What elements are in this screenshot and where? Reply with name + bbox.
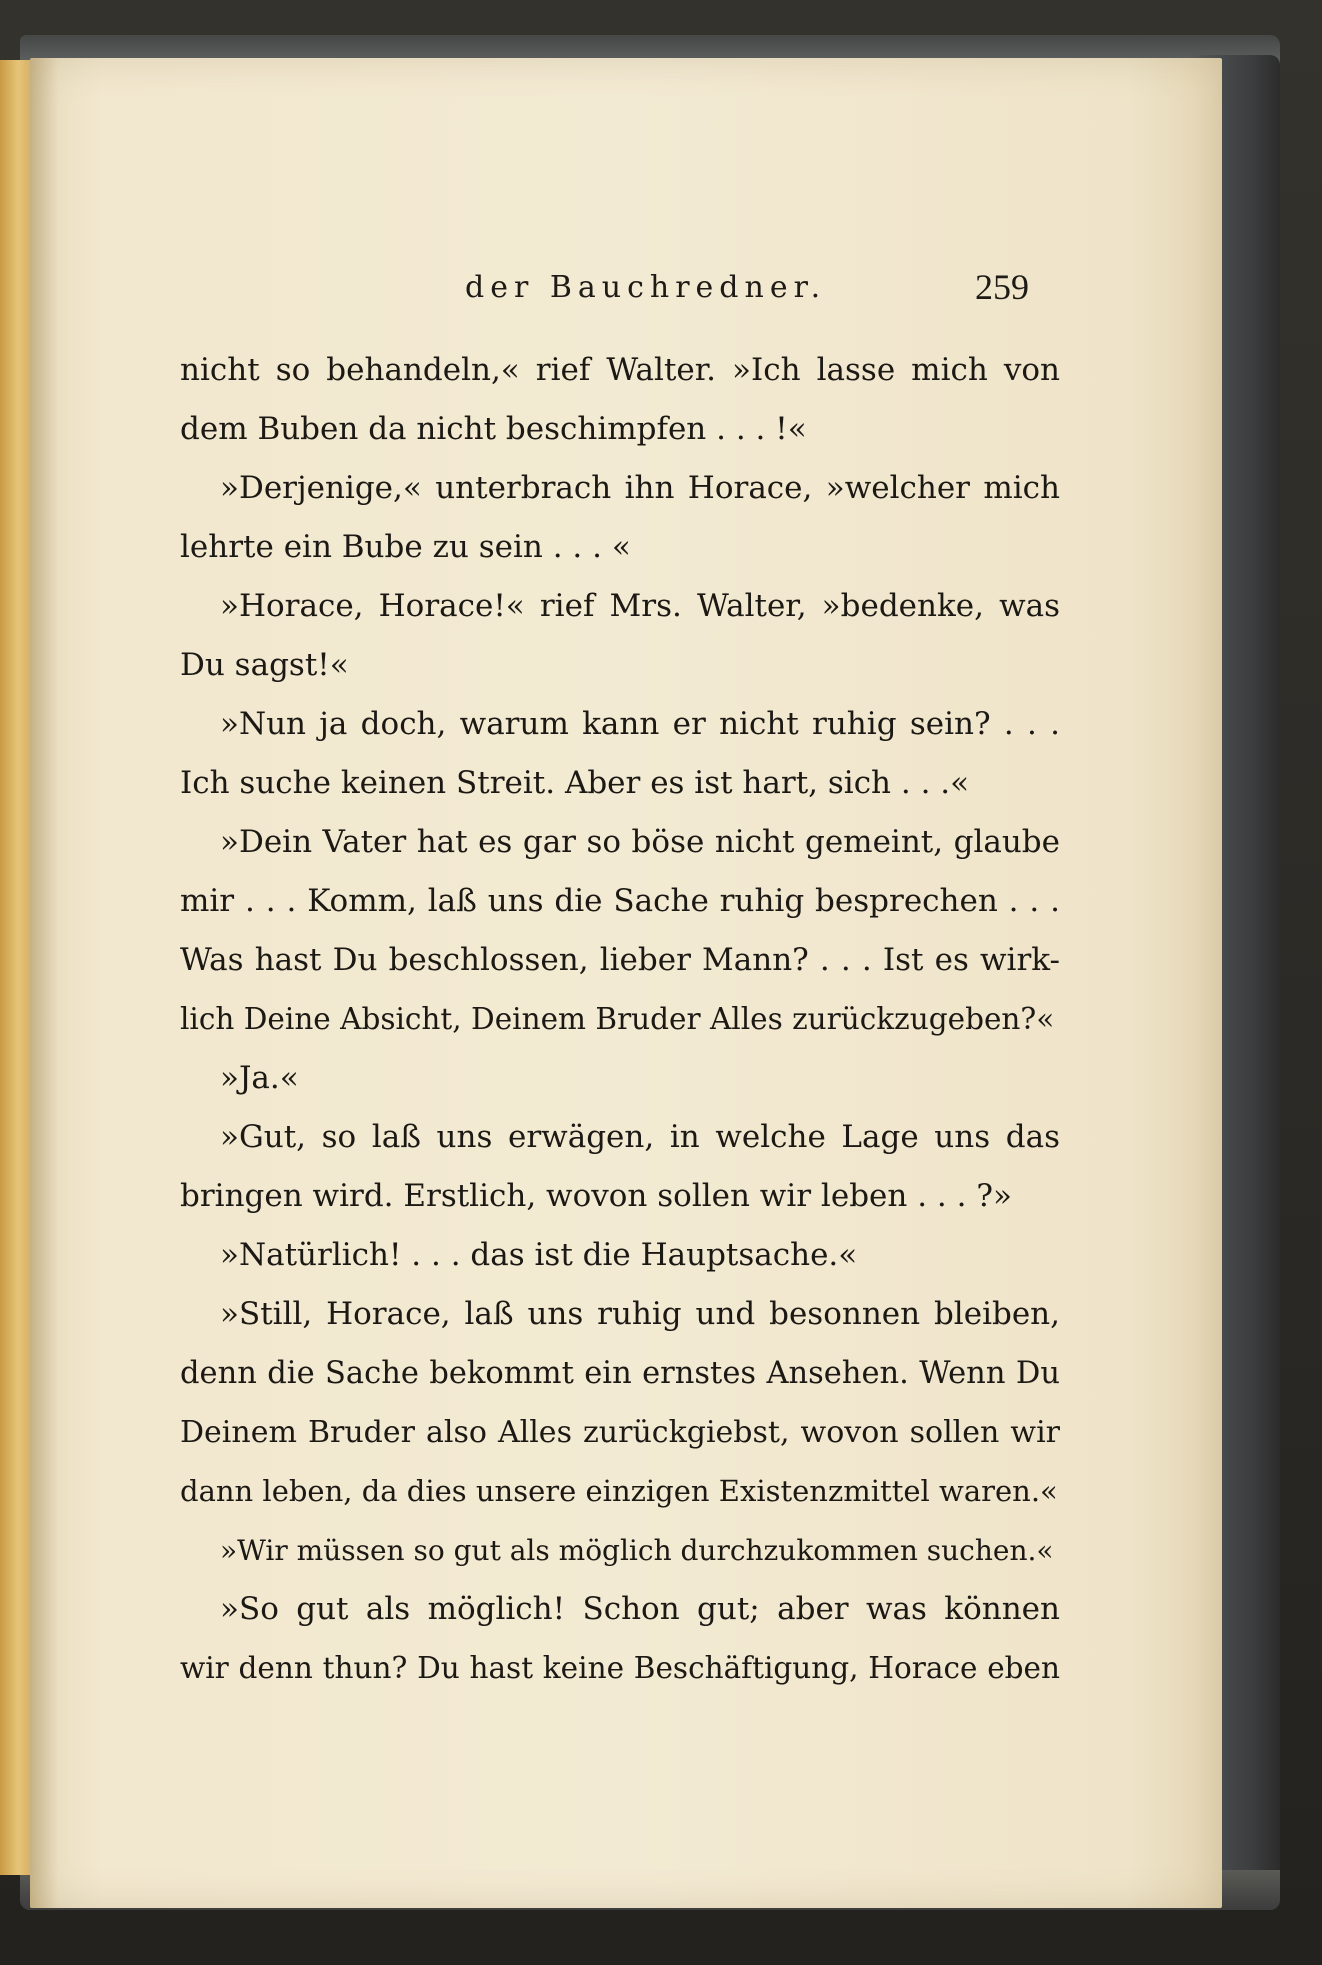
text-line: Ich suche keinen Streit. Aber es ist hart, sich . . .« bbox=[180, 765, 970, 801]
text-line: »Still, Horace, laß uns ruhig und besonnen bleiben, bbox=[220, 1296, 1060, 1332]
running-head: der Bauchredner. bbox=[465, 270, 827, 305]
text-line: »Horace, Horace!« rief Mrs. Walter, »bedenke, was bbox=[220, 588, 1060, 624]
left-page-edge bbox=[0, 60, 32, 1875]
text-line: »So gut als möglich! Schon gut; aber was können bbox=[220, 1591, 1060, 1627]
text-line: lich Deine Absicht, Deinem Bruder Alles zurückzugeben?« bbox=[180, 1002, 1055, 1036]
text-line: mir . . . Komm, laß uns die Sache ruhig besprechen . . . bbox=[180, 883, 1060, 919]
text-line: denn die Sache bekommt ein ernstes Ansehen. Wenn Du bbox=[180, 1356, 1060, 1391]
text-line: Was hast Du beschlossen, lieber Mann? . . . Ist es wirk- bbox=[180, 942, 1060, 978]
text-line: »Dein Vater hat es gar so böse nicht gemeint, glaube bbox=[220, 824, 1060, 860]
text-line: Du sagst!« bbox=[180, 647, 349, 683]
text-line: dann leben, da dies unsere einzigen Existenzmittel waren.« bbox=[180, 1474, 1058, 1508]
text-line: »Nun ja doch, warum kann er nicht ruhig sein? . . . bbox=[220, 706, 1060, 742]
text-line: lehrte ein Bube zu sein . . . « bbox=[180, 529, 631, 565]
text-line: bringen wird. Erstlich, wovon sollen wir leben . . . ?» bbox=[180, 1178, 1012, 1214]
page-header bbox=[30, 267, 1222, 320]
text-line: nicht so behandeln,« rief Walter. »Ich lasse mich von bbox=[180, 352, 1060, 388]
text-line: wir denn thun? Du hast keine Beschäftigung, Horace eben bbox=[180, 1651, 1060, 1685]
text-line: dem Buben da nicht beschimpfen . . . !« bbox=[180, 411, 807, 447]
body-text bbox=[180, 341, 1060, 1698]
text-line: »Ja.« bbox=[220, 1060, 299, 1096]
page-gutter-shadow bbox=[30, 58, 58, 1908]
text-line: Deinem Bruder also Alles zurückgiebst, wovon sollen wir bbox=[180, 1415, 1060, 1450]
text-line: »Wir müssen so gut als möglich durchzukommen suchen.« bbox=[220, 1534, 1054, 1567]
text-line: »Natürlich! . . . das ist die Hauptsache.« bbox=[220, 1237, 858, 1273]
text-line: »Derjenige,« unterbrach ihn Horace, »welcher mich bbox=[220, 470, 1060, 506]
book-page bbox=[30, 58, 1222, 1908]
text-line: »Gut, so laß uns erwägen, in welche Lage uns das bbox=[220, 1119, 1060, 1155]
page-number: 259 bbox=[975, 267, 1029, 307]
